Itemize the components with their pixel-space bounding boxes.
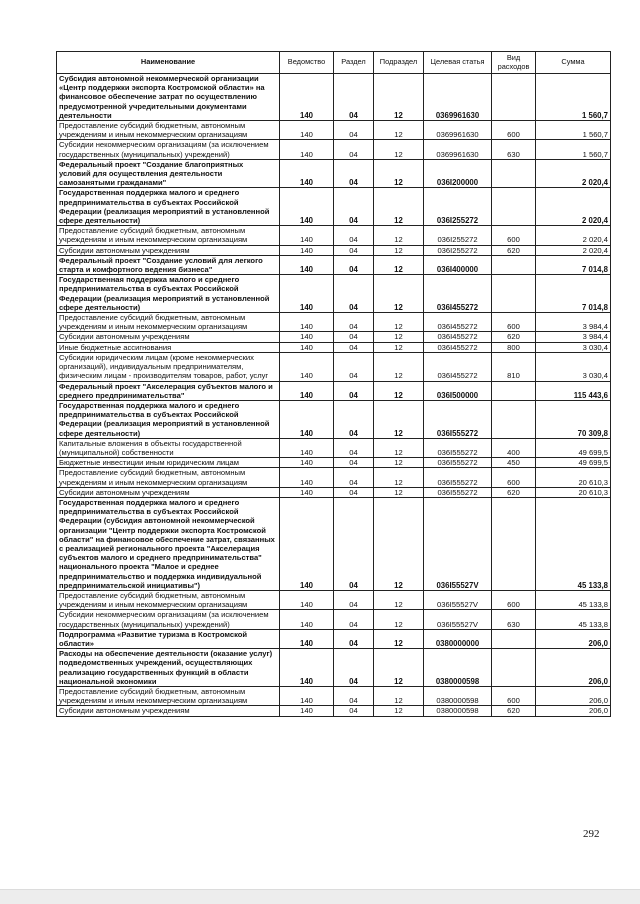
table-row (57, 255, 611, 274)
cell-subsection: 12 (374, 245, 424, 255)
cell-target: 036I400000 (424, 255, 492, 274)
header-section: Раздел (334, 52, 374, 74)
cell-subsection: 12 (374, 188, 424, 226)
cell-exp-type (492, 188, 536, 226)
cell-section: 04 (334, 590, 374, 609)
table-body (57, 74, 611, 717)
cell-name: Субсидии автономным учреждениям (57, 332, 280, 342)
cell-target: 036I555272 (424, 487, 492, 497)
cell-name: Субсидии автономным учреждениям (57, 487, 280, 497)
cell-target: 036I55527V (424, 610, 492, 629)
cell-section: 04 (334, 275, 374, 313)
cell-sum: 20 610,3 (536, 487, 611, 497)
cell-section: 04 (334, 400, 374, 438)
cell-target: 036I455272 (424, 352, 492, 381)
cell-sum: 206,0 (536, 706, 611, 716)
cell-target: 036I55527V (424, 497, 492, 590)
cell-subsection: 12 (374, 275, 424, 313)
cell-subsection: 12 (374, 342, 424, 352)
cell-exp-type (492, 497, 536, 590)
cell-exp-type (492, 381, 536, 400)
cell-exp-type (492, 275, 536, 313)
cell-name: Федеральный проект "Акселерация субъектов малого и среднего предпринимательства" (57, 381, 280, 400)
cell-target: 036I200000 (424, 159, 492, 188)
cell-section: 04 (334, 74, 374, 121)
cell-exp-type: 630 (492, 610, 536, 629)
cell-subsection: 12 (374, 352, 424, 381)
cell-section: 04 (334, 610, 374, 629)
cell-dept: 140 (280, 352, 334, 381)
cell-dept: 140 (280, 590, 334, 609)
cell-section: 04 (334, 188, 374, 226)
cell-target: 036I555272 (424, 468, 492, 487)
cell-section: 04 (334, 245, 374, 255)
table-row (57, 245, 611, 255)
cell-name: Бюджетные инвестиции иным юридическим лицам (57, 458, 280, 468)
cell-target: 0380000000 (424, 629, 492, 648)
cell-dept: 140 (280, 649, 334, 687)
cell-dept: 140 (280, 610, 334, 629)
cell-sum: 2 020,4 (536, 226, 611, 245)
cell-dept: 140 (280, 400, 334, 438)
cell-exp-type: 630 (492, 140, 536, 159)
cell-exp-type: 600 (492, 687, 536, 706)
cell-dept: 140 (280, 188, 334, 226)
cell-exp-type: 600 (492, 226, 536, 245)
cell-dept: 140 (280, 487, 334, 497)
cell-target: 036I455272 (424, 342, 492, 352)
cell-subsection: 12 (374, 706, 424, 716)
cell-target: 036I555272 (424, 438, 492, 457)
cell-sum: 3 030,4 (536, 342, 611, 352)
budget-table (56, 51, 611, 717)
cell-target: 0380000598 (424, 687, 492, 706)
cell-dept: 140 (280, 629, 334, 648)
cell-dept: 140 (280, 706, 334, 716)
cell-section: 04 (334, 649, 374, 687)
cell-sum: 206,0 (536, 629, 611, 648)
cell-subsection: 12 (374, 687, 424, 706)
cell-dept: 140 (280, 381, 334, 400)
table-row (57, 629, 611, 648)
cell-name: Подпрограмма «Развитие туризма в Костромской области» (57, 629, 280, 648)
cell-name: Иные бюджетные ассигнования (57, 342, 280, 352)
cell-exp-type (492, 629, 536, 648)
cell-exp-type: 600 (492, 313, 536, 332)
table-row (57, 332, 611, 342)
cell-exp-type: 800 (492, 342, 536, 352)
header-dept: Ведомство (280, 52, 334, 74)
cell-dept: 140 (280, 458, 334, 468)
cell-name: Предоставление субсидий бюджетным, автономным учреждениям и иным некоммерческим организациям (57, 121, 280, 140)
cell-subsection: 12 (374, 381, 424, 400)
cell-subsection: 12 (374, 590, 424, 609)
table-row (57, 121, 611, 140)
cell-subsection: 12 (374, 255, 424, 274)
header-target: Целевая статья (424, 52, 492, 74)
cell-name: Субсидии некоммерческим организациям (за исключением государственных (муниципальных) учреждений) (57, 610, 280, 629)
cell-target: 0369961630 (424, 121, 492, 140)
cell-dept: 140 (280, 245, 334, 255)
cell-section: 04 (334, 121, 374, 140)
cell-subsection: 12 (374, 610, 424, 629)
cell-section: 04 (334, 487, 374, 497)
cell-name: Государственная поддержка малого и среднего предпринимательства в субъектах Российской Федерации (субсидия автономной некоммерческой организации "Центр поддержки экспорта Костромской области" на финансовое обеспечение затрат, связанных с реализацией регионального проекта "Акселерация субъектов малого и среднего предпринимательства" национального проекта "Малое и среднее предпринимательство и поддержка индивидуальной предпринимательской инициативы") (57, 497, 280, 590)
cell-dept: 140 (280, 468, 334, 487)
cell-section: 04 (334, 342, 374, 352)
cell-subsection: 12 (374, 458, 424, 468)
cell-name: Государственная поддержка малого и среднего предпринимательства в субъектах Российской Федерации (реализация мероприятий в установленной сфере деятельности) (57, 400, 280, 438)
cell-exp-type (492, 649, 536, 687)
cell-subsection: 12 (374, 159, 424, 188)
page-number: 292 (583, 828, 600, 840)
cell-subsection: 12 (374, 400, 424, 438)
cell-section: 04 (334, 352, 374, 381)
cell-subsection: 12 (374, 74, 424, 121)
cell-exp-type: 620 (492, 332, 536, 342)
cell-dept: 140 (280, 687, 334, 706)
cell-target: 0369961630 (424, 140, 492, 159)
cell-dept: 140 (280, 313, 334, 332)
cell-name: Федеральный проект "Создание благоприятных условий для осуществления деятельности самозанятыми гражданами" (57, 159, 280, 188)
cell-section: 04 (334, 438, 374, 457)
cell-target: 036I555272 (424, 400, 492, 438)
cell-dept: 140 (280, 332, 334, 342)
header-subsection: Подраздел (374, 52, 424, 74)
cell-subsection: 12 (374, 497, 424, 590)
cell-exp-type (492, 74, 536, 121)
cell-sum: 2 020,4 (536, 188, 611, 226)
cell-section: 04 (334, 629, 374, 648)
cell-section: 04 (334, 313, 374, 332)
cell-sum: 1 560,7 (536, 74, 611, 121)
cell-sum: 45 133,8 (536, 497, 611, 590)
cell-name: Предоставление субсидий бюджетным, автономным учреждениям и иным некоммерческим организациям (57, 590, 280, 609)
table-row (57, 352, 611, 381)
cell-subsection: 12 (374, 629, 424, 648)
cell-subsection: 12 (374, 226, 424, 245)
cell-exp-type: 600 (492, 468, 536, 487)
cell-exp-type (492, 159, 536, 188)
cell-exp-type (492, 255, 536, 274)
cell-name: Предоставление субсидий бюджетным, автономным учреждениям и иным некоммерческим организациям (57, 687, 280, 706)
cell-section: 04 (334, 497, 374, 590)
cell-name: Субсидия автономной некоммерческой организации «Центр поддержки экспорта Костромской области» на финансовое обеспечение затрат по осуществлению предусмотренной учредительными документами деятельности (57, 74, 280, 121)
cell-name: Субсидии некоммерческим организациям (за исключением государственных (муниципальных) учреждений) (57, 140, 280, 159)
cell-sum: 115 443,6 (536, 381, 611, 400)
cell-subsection: 12 (374, 487, 424, 497)
cell-section: 04 (334, 458, 374, 468)
cell-sum: 2 020,4 (536, 159, 611, 188)
cell-target: 036I55527V (424, 590, 492, 609)
table-row (57, 458, 611, 468)
cell-section: 04 (334, 226, 374, 245)
cell-name: Субсидии автономным учреждениям (57, 245, 280, 255)
cell-target: 036I555272 (424, 458, 492, 468)
cell-dept: 140 (280, 342, 334, 352)
cell-section: 04 (334, 468, 374, 487)
header-exp-type: Вид расходов (492, 52, 536, 74)
cell-target: 036I455272 (424, 275, 492, 313)
cell-name: Государственная поддержка малого и среднего предпринимательства в субъектах Российской Федерации (реализация мероприятий в установленной сфере деятельности) (57, 188, 280, 226)
cell-name: Предоставление субсидий бюджетным, автономным учреждениям и иным некоммерческим организациям (57, 468, 280, 487)
table-row (57, 468, 611, 487)
cell-section: 04 (334, 255, 374, 274)
table-row (57, 159, 611, 188)
cell-sum: 49 699,5 (536, 438, 611, 457)
cell-name: Предоставление субсидий бюджетным, автономным учреждениям и иным некоммерческим организациям (57, 226, 280, 245)
cell-exp-type: 620 (492, 706, 536, 716)
cell-sum: 7 014,8 (536, 255, 611, 274)
cell-name: Расходы на обеспечение деятельности (оказание услуг) подведомственных учреждений, осуществляющих реализацию государственных функций в области национальной экономики (57, 649, 280, 687)
cell-name: Государственная поддержка малого и среднего предпринимательства в субъектах Российской Федерации (реализация мероприятий в установленной сфере деятельности) (57, 275, 280, 313)
cell-sum: 206,0 (536, 649, 611, 687)
cell-target: 036I455272 (424, 332, 492, 342)
cell-subsection: 12 (374, 438, 424, 457)
cell-section: 04 (334, 687, 374, 706)
table-row (57, 610, 611, 629)
cell-dept: 140 (280, 159, 334, 188)
table-row (57, 381, 611, 400)
cell-sum: 1 560,7 (536, 121, 611, 140)
cell-dept: 140 (280, 140, 334, 159)
cell-target: 0380000598 (424, 649, 492, 687)
cell-target: 0380000598 (424, 706, 492, 716)
table-row (57, 487, 611, 497)
table-row (57, 140, 611, 159)
cell-section: 04 (334, 381, 374, 400)
table-row (57, 687, 611, 706)
cell-dept: 140 (280, 74, 334, 121)
table-row (57, 342, 611, 352)
cell-exp-type: 600 (492, 121, 536, 140)
cell-sum: 7 014,8 (536, 275, 611, 313)
table-row (57, 400, 611, 438)
table-header-row (57, 52, 611, 74)
cell-target: 036I255272 (424, 188, 492, 226)
cell-sum: 3 984,4 (536, 313, 611, 332)
cell-subsection: 12 (374, 468, 424, 487)
table-row (57, 74, 611, 121)
cell-target: 0369961630 (424, 74, 492, 121)
cell-sum: 1 560,7 (536, 140, 611, 159)
cell-exp-type: 600 (492, 590, 536, 609)
cell-name: Предоставление субсидий бюджетным, автономным учреждениям и иным некоммерческим организациям (57, 313, 280, 332)
cell-subsection: 12 (374, 140, 424, 159)
cell-exp-type: 450 (492, 458, 536, 468)
cell-subsection: 12 (374, 313, 424, 332)
table-row (57, 275, 611, 313)
cell-exp-type: 620 (492, 245, 536, 255)
cell-sum: 45 133,8 (536, 610, 611, 629)
header-name: Наименование (57, 52, 280, 74)
cell-subsection: 12 (374, 121, 424, 140)
table-row (57, 438, 611, 457)
cell-dept: 140 (280, 438, 334, 457)
table-row (57, 313, 611, 332)
cell-exp-type: 810 (492, 352, 536, 381)
cell-sum: 3 984,4 (536, 332, 611, 342)
cell-dept: 140 (280, 255, 334, 274)
table-row (57, 226, 611, 245)
cell-dept: 140 (280, 275, 334, 313)
cell-dept: 140 (280, 226, 334, 245)
cell-dept: 140 (280, 497, 334, 590)
table-row (57, 706, 611, 716)
cell-exp-type: 400 (492, 438, 536, 457)
table-row (57, 649, 611, 687)
cell-sum: 45 133,8 (536, 590, 611, 609)
cell-sum: 70 309,8 (536, 400, 611, 438)
cell-sum: 3 030,4 (536, 352, 611, 381)
cell-name: Капитальные вложения в объекты государственной (муниципальной) собственности (57, 438, 280, 457)
cell-section: 04 (334, 140, 374, 159)
cell-section: 04 (334, 332, 374, 342)
cell-sum: 206,0 (536, 687, 611, 706)
cell-name: Федеральный проект "Создание условий для легкого старта и комфортного ведения бизнеса" (57, 255, 280, 274)
cell-target: 036I500000 (424, 381, 492, 400)
cell-section: 04 (334, 706, 374, 716)
cell-sum: 2 020,4 (536, 245, 611, 255)
cell-exp-type: 620 (492, 487, 536, 497)
cell-target: 036I255272 (424, 226, 492, 245)
cell-subsection: 12 (374, 332, 424, 342)
cell-section: 04 (334, 159, 374, 188)
cell-target: 036I455272 (424, 313, 492, 332)
cell-dept: 140 (280, 121, 334, 140)
table-row (57, 590, 611, 609)
cell-subsection: 12 (374, 649, 424, 687)
header-sum: Сумма (536, 52, 611, 74)
cell-target: 036I255272 (424, 245, 492, 255)
table-row (57, 188, 611, 226)
cell-exp-type (492, 400, 536, 438)
scan-bottom-strip (0, 889, 640, 904)
cell-sum: 20 610,3 (536, 468, 611, 487)
cell-sum: 49 699,5 (536, 458, 611, 468)
cell-name: Субсидии автономным учреждениям (57, 706, 280, 716)
table-row (57, 497, 611, 590)
cell-name: Субсидии юридическим лицам (кроме некоммерческих организаций), индивидуальным предпринимателям, физическим лицам - производителям товаров, работ, услуг (57, 352, 280, 381)
